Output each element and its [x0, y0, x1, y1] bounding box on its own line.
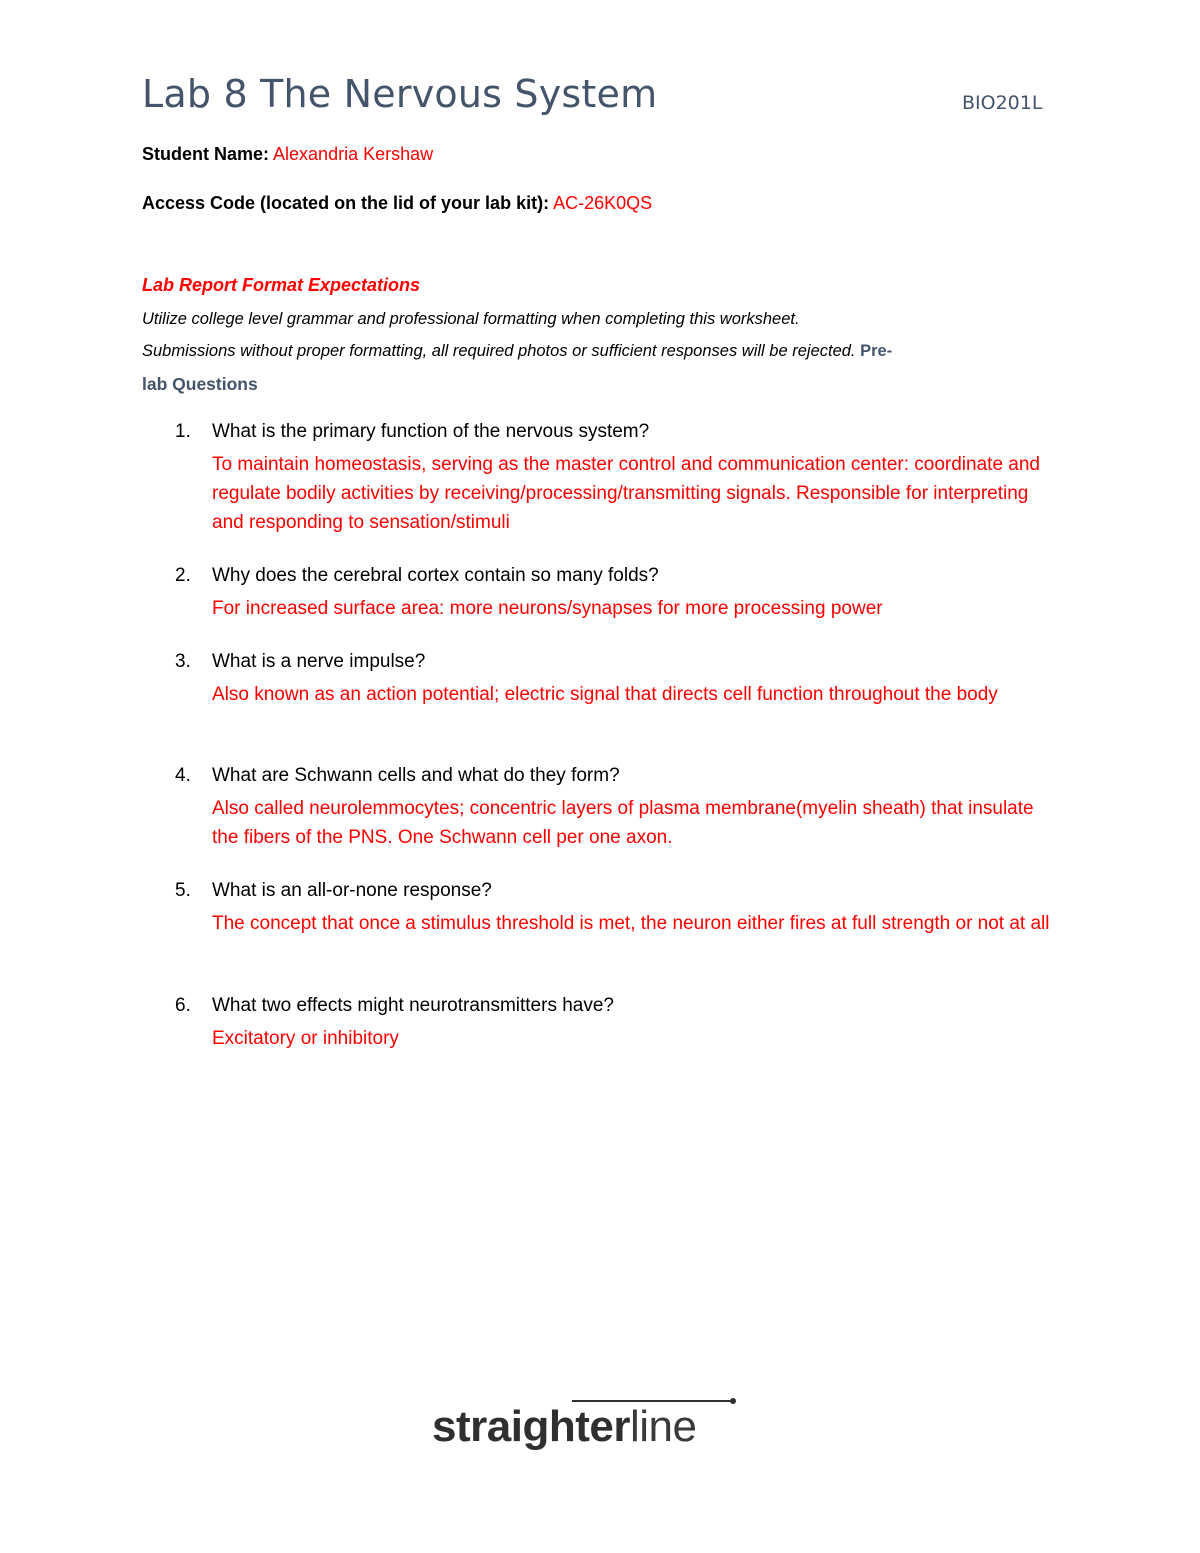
answer-text: Excitatory or inhibitory [212, 1028, 399, 1049]
question-text: What is an all-or-none response? [212, 880, 492, 901]
course-code: BIO201L [962, 92, 1043, 114]
format-line-1: Utilize college level grammar and professional formatting when completing this worksheet. [142, 310, 800, 328]
logo-wordmark: straighterline [432, 1402, 697, 1451]
format-heading: Lab Report Format Expectations [142, 275, 421, 295]
question-number: 4. [175, 765, 191, 786]
answer-text: For increased surface area: more neurons/synapses for more processing power [212, 598, 883, 619]
answer-text: Also called neurolemmocytes; concentric layers of plasma membrane(myelin sheath) that insulate the fibers of the PNS. One Schwann cell per one axon. [212, 798, 1034, 848]
format-line-2 [142, 342, 892, 361]
question-number: 2. [175, 565, 191, 586]
access-code-field [142, 193, 652, 214]
question-text: What are Schwann cells and what do they form? [212, 765, 620, 786]
question-text: Why does the cerebral cortex contain so many folds? [212, 565, 659, 586]
access-code-value: AC-26K0QS [553, 193, 653, 213]
answer-text: The concept that once a stimulus threshold is met, the neuron either fires at full strength or not at all [212, 913, 1050, 934]
answer-text: Also known as an action potential; electric signal that directs cell function throughout the body [212, 684, 998, 705]
question-number: 5. [175, 880, 191, 901]
prelab-heading-part2: lab Questions [142, 374, 258, 394]
question-text: What is a nerve impulse? [212, 651, 426, 672]
question-text: What is the primary function of the nervous system? [212, 421, 650, 442]
student-name-label: Student Name: [142, 144, 270, 164]
student-name-value: Alexandria Kershaw [273, 144, 434, 164]
access-code-label: Access Code (located on the lid of your lab kit): [142, 193, 550, 213]
answer-text: To maintain homeostasis, serving as the master control and communication center: coordinate and regulate bodily activities by receiving/processing/transmitting signals. Responsible for interpreting and responding to sensation/stimuli [212, 454, 1040, 533]
prelab-heading-part1: Pre- [860, 342, 893, 360]
document-title: Lab 8 The Nervous System [142, 72, 658, 116]
student-name-field [142, 144, 433, 165]
question-text: What two effects might neurotransmitters have? [212, 995, 614, 1016]
logo-dot [730, 1398, 736, 1404]
format-line-2-text: Submissions without proper formatting, all required photos or sufficient responses will be rejected. [142, 342, 856, 360]
straighterline-logo [432, 1400, 762, 1460]
question-number: 6. [175, 995, 191, 1016]
question-number: 1. [175, 421, 191, 442]
question-number: 3. [175, 651, 191, 672]
